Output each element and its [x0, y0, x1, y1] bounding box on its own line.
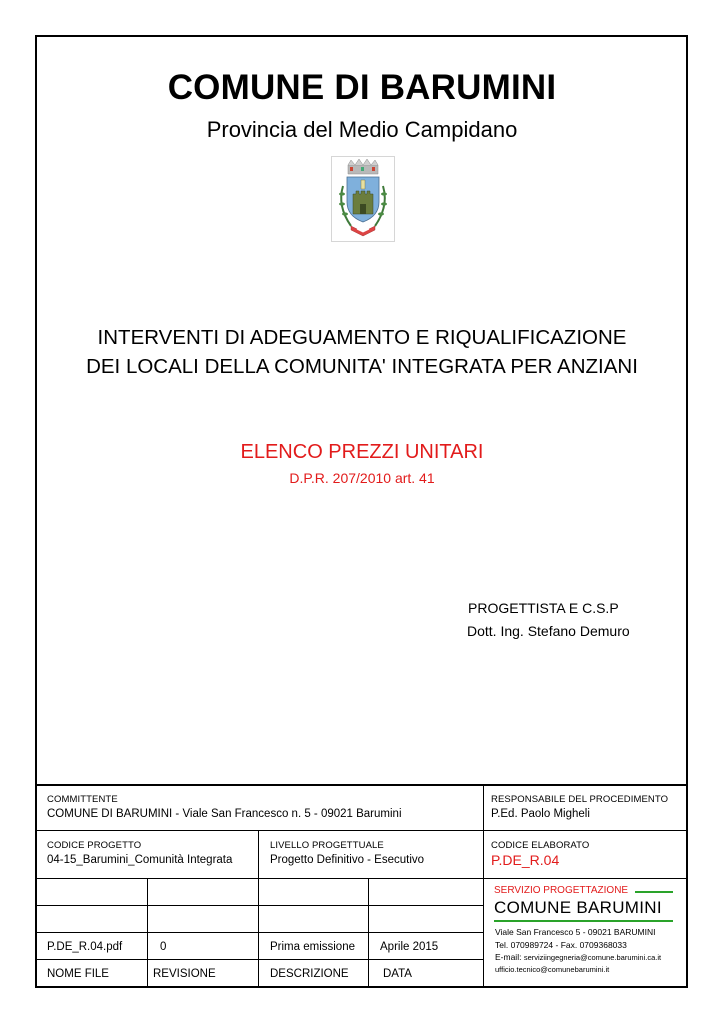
- office-email-label: E-mail:: [495, 952, 522, 962]
- office-rule-bottom: [494, 920, 673, 922]
- codice-elaborato-value: P.DE_R.04: [491, 852, 560, 868]
- coat-of-arms-icon: [331, 156, 395, 242]
- responsabile-label: RESPONSABILE DEL PROCEDIMENTO: [491, 794, 669, 805]
- office-name: COMUNE BARUMINI: [494, 898, 662, 917]
- revision-description: Prima emissione: [270, 941, 355, 953]
- office-email-2[interactable]: ufficio.tecnico@comunebarumini.it: [495, 965, 610, 974]
- office-rule-top: [635, 891, 673, 893]
- office-service: SERVIZIO PROGETTAZIONE: [494, 885, 629, 896]
- header-file: NOME FILE: [47, 968, 109, 980]
- revision-number: 0: [160, 941, 167, 953]
- committente-label: COMMITTENTE: [47, 794, 118, 805]
- project-title-line-1: INTERVENTI DI ADEGUAMENTO E RIQUALIFICAZIONE: [97, 326, 627, 349]
- codice-elaborato-label: CODICE ELABORATO: [491, 840, 590, 851]
- page-title: COMUNE DI BARUMINI: [167, 68, 557, 107]
- revision-date: Aprile 2015: [380, 941, 439, 953]
- committente-value: COMUNE DI BARUMINI - Viale San Francesco n. 5 - 09021 Barumini: [47, 808, 402, 820]
- revision-rule-2: [36, 932, 483, 933]
- office-phone: Tel. 070989724 - Fax. 0709368033: [495, 940, 627, 950]
- codice-progetto-label: CODICE PROGETTO: [47, 840, 142, 851]
- column-divider-3: [368, 878, 369, 988]
- title-block-divider: [483, 785, 484, 988]
- designer-name: Dott. Ing. Stefano Demuro: [467, 623, 630, 639]
- column-divider-2: [258, 830, 259, 988]
- office-address: Viale San Francesco 5 - 09021 BARUMINI: [495, 927, 656, 937]
- revision-rule-1: [36, 905, 483, 906]
- project-title-line-2: DEI LOCALI DELLA COMUNITA' INTEGRATA PER ANZIANI: [86, 355, 638, 378]
- document-reference: D.P.R. 207/2010 art. 41: [289, 470, 435, 486]
- revision-rule-3: [36, 959, 483, 960]
- title-block-rule-2: [36, 878, 688, 879]
- revision-file: P.DE_R.04.pdf: [47, 941, 123, 953]
- document-title: ELENCO PREZZI UNITARI: [240, 441, 484, 463]
- office-email[interactable]: serviziingegneria@comune.barumini.ca.it: [523, 953, 662, 962]
- livello-value: Progetto Definitivo - Esecutivo: [270, 854, 425, 866]
- codice-progetto-value: 04-15_Barumini_Comunità Integrata: [47, 854, 233, 866]
- office-email-row: [495, 952, 661, 962]
- responsabile-value: P.Ed. Paolo Migheli: [491, 808, 590, 820]
- livello-label: LIVELLO PROGETTUALE: [270, 840, 384, 851]
- header-revision: REVISIONE: [153, 968, 216, 980]
- title-block-top-rule: [36, 784, 688, 786]
- page-subtitle: Provincia del Medio Campidano: [206, 117, 518, 142]
- column-divider-1: [147, 878, 148, 988]
- header-date: DATA: [383, 968, 412, 980]
- title-block-rule-1: [36, 830, 688, 831]
- designer-role: PROGETTISTA E C.S.P: [468, 600, 619, 616]
- header-description: DESCRIZIONE: [270, 968, 349, 980]
